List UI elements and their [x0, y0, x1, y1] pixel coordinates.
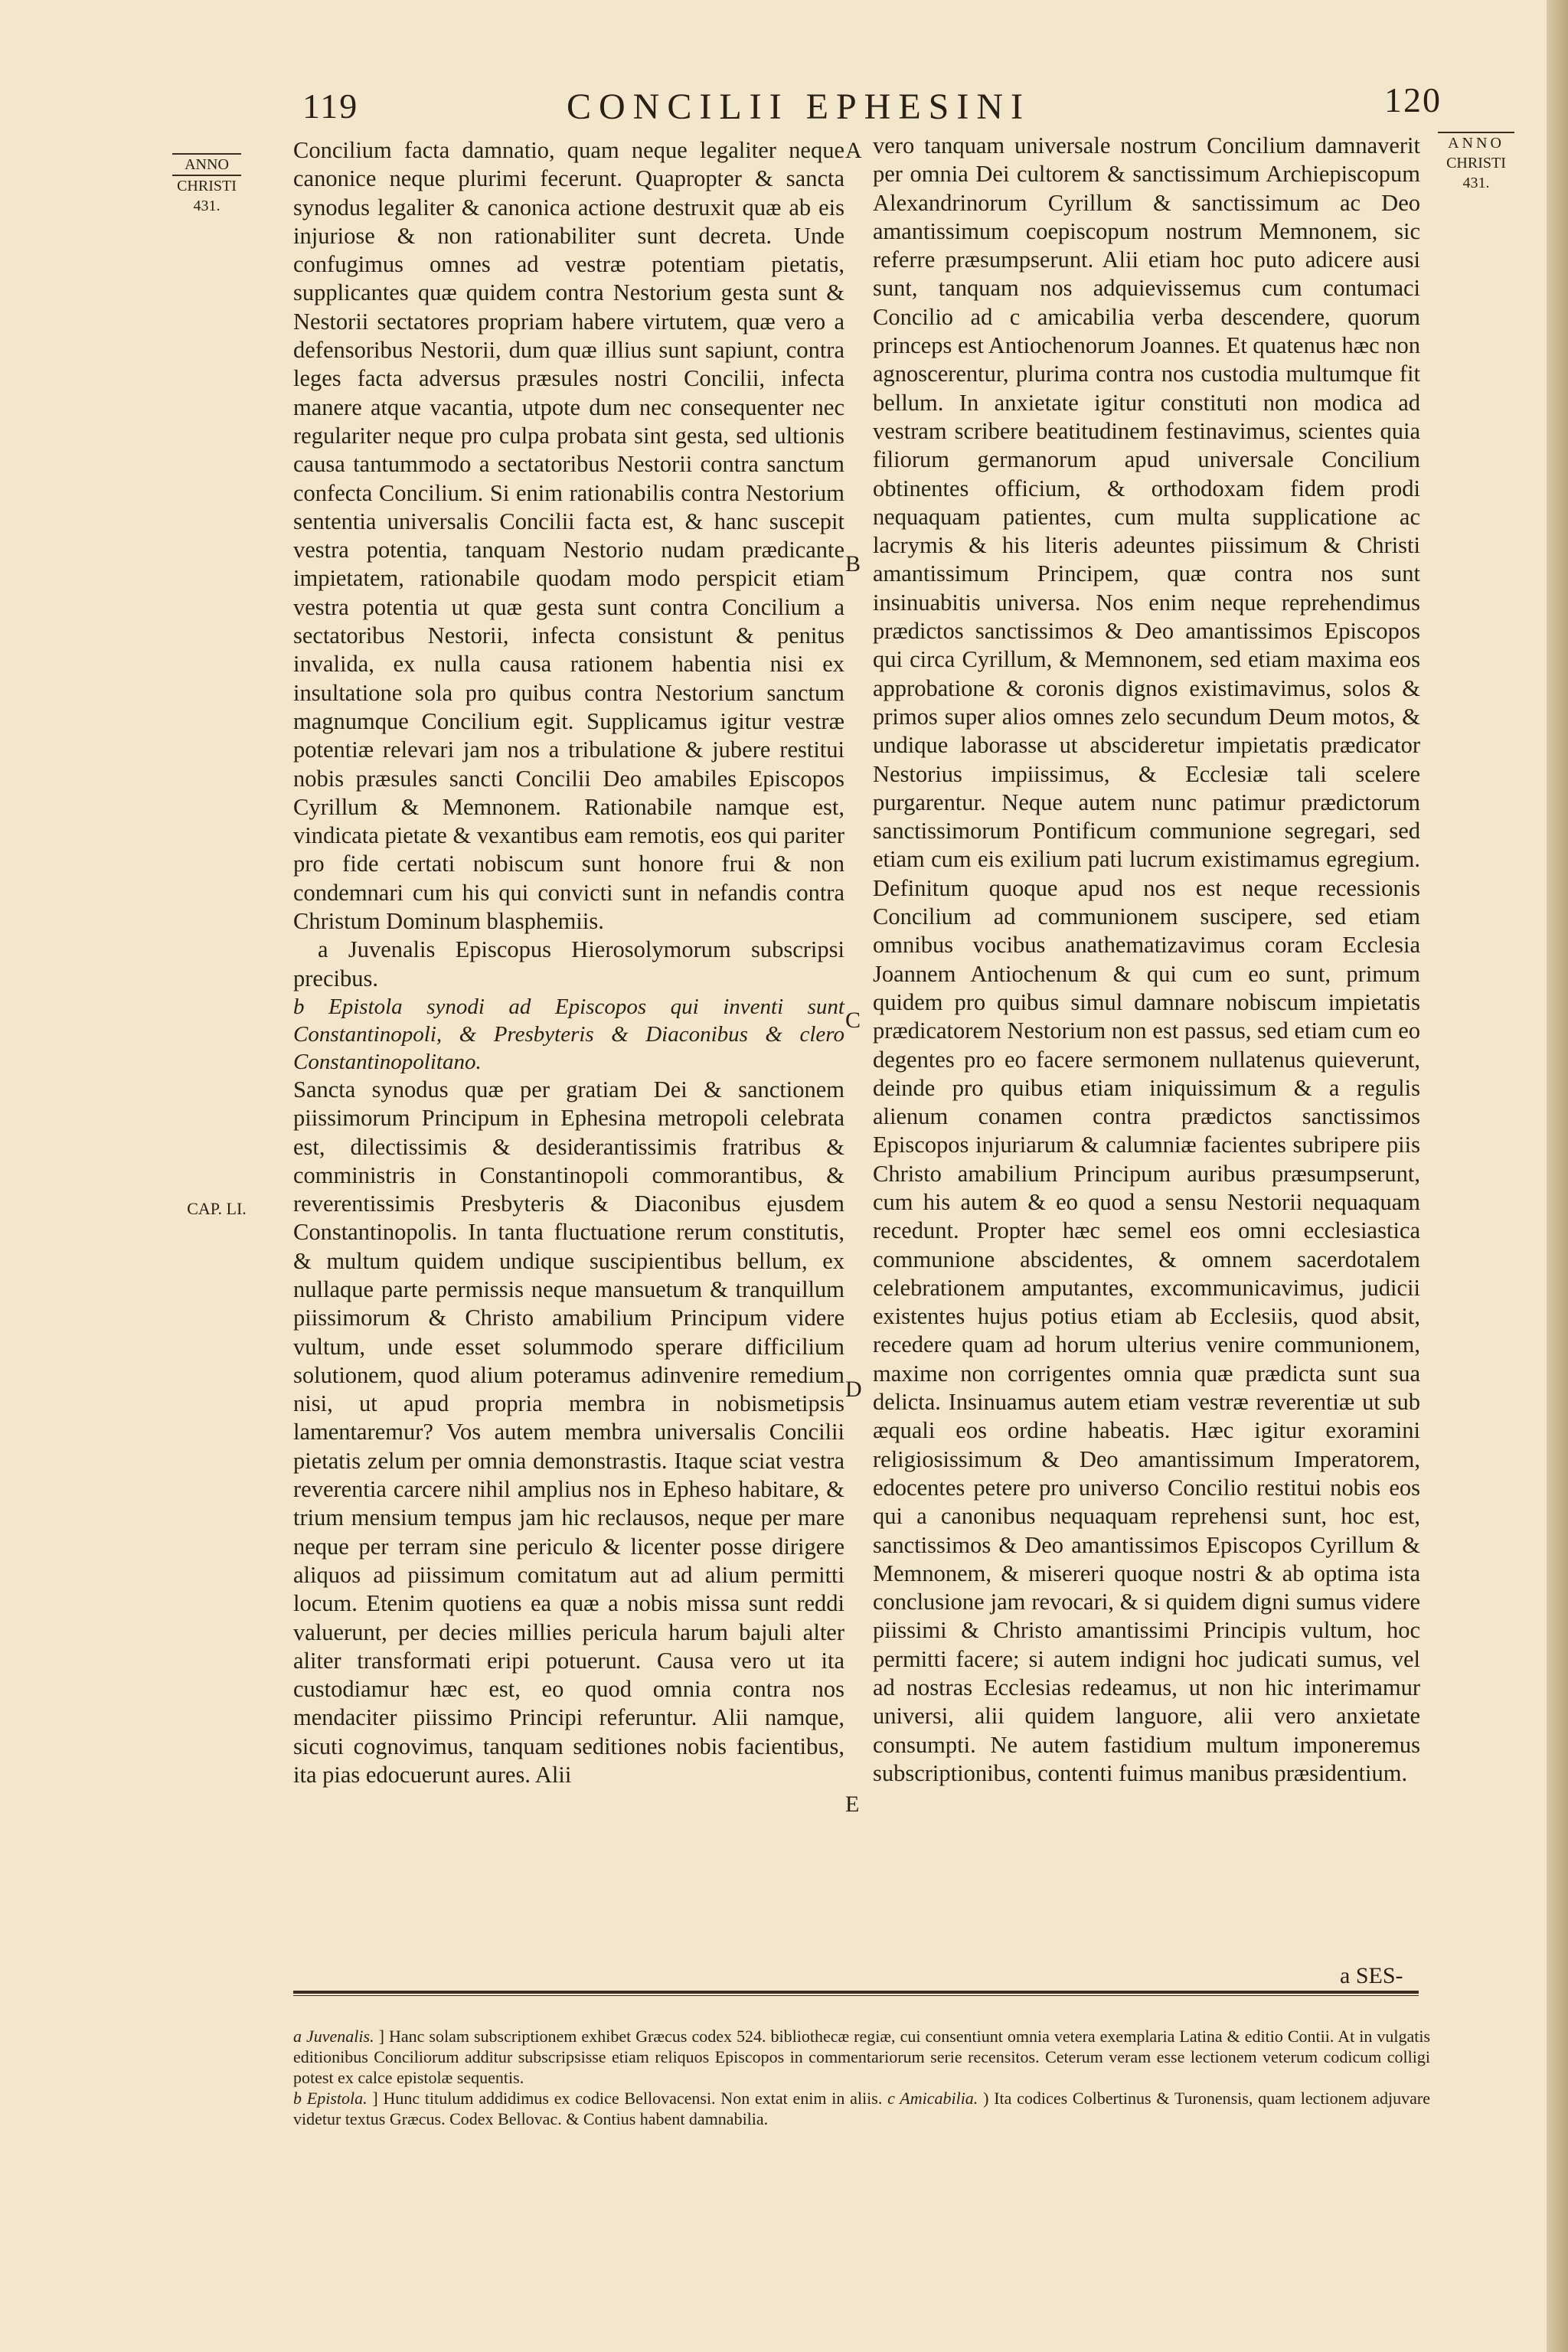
- footnote-a: [293, 2026, 1430, 2088]
- margin-anno-right: [1438, 132, 1514, 193]
- margin-anno-right-line: CHRISTI: [1446, 155, 1506, 172]
- margin-anno-left-line: 431.: [193, 198, 220, 214]
- right-paragraph: vero tanquam universale nostrum Concilium damnaverit per omnia Dei cultorem & sanctissimum Archiepiscopum Alexandrinorum Cyrillum & sanctissimum ac Deo amantissimum coepiscopum nostrum Memnonem, sic referre præsumpserunt. Alii etiam hoc puto adicere ausi sunt, tanquam nos adquievissemus cum contumaci Concilio ad c amicabilia verba descendere, quorum princeps est Antiochenorum Joannes. Et quatenus hæc non agnoscerentur, plurima contra nos custodia multumque fit bellum. In anxietate igitur constituti non modica ad vestram scribere beatitudinem festinavimus, scientes quia filiorum germanorum apud universale Concilium obtinentes officium, & orthodoxam fidem prodi nequaquam patientes, cum multa supplicatione ac lacrymis & his literis adeuntes piissimum & Christi amantissimum Principem, quæ contra nos sunt insinuabitis universa. Nos enim neque reprehendimus prædictos sanctissimos & Deo amantissimos Episcopos qui circa Cyrillum, & Memnonem, sed etiam maxima eos approbatione & coronis dignos existimavimus, solos & primos super alios omnes zelo secundum Deum motos, & undique laborasse ut abscideretur impietatis prædicator Nestorius impiissimus, & Ecclesiæ tali scelere purgarentur. Neque autem nunc patimur prædictorum sanctissimorum Pontificum communione segregari, sed etiam cum eis exilium pati lucrum existimamus egregium. Definitum quoque apud nos est neque recessionis Concilium ad communionem suscipere, sed etiam omnibus vocibus anathematizavimus coram Ecclesia Joannem Antiochenum & qui cum eo sunt, primum quidem pro quibus simul damnare nobiscum impietatis prædicatorem Nestorium non est passus, sed etiam cum eo degentes pro eo facere sermonem nullatenus quieverunt, deinde pro quibus etiam iniquissimum & a regulis alienum conamen contra prædictos sanctissimos Episcopos injuriarum & calumniæ facientes subripere piis Christo amabilium Principum auribus præsumpserunt, cum his autem & eo quod a sensu Nestorii nequaquam recedunt. Propter hæc semel eos omni ecclesiastica communione abscidentes, & omnem sacerdotalem celebrationem amputantes, excommunicavimus, judicii existentes hujus potius etiam ab Ecclesiis, quod absit, recedere quam ad horum ulterius venire communionem, maxime non corrigentes omnia quæ prædicta sunt sua delicta. Insinuamus autem etiam vestræ reverentiæ ut sub æquali eos ordine habeatis. Hæc igitur exoramini religiosissimum & Deo amantissimum Imperatorem, edocentes petere pro universo Concilio restitui nobis eos qui a canonibus nequaquam reprehensi sunt, hoc est, sanctissimos & Deo amantissimos Episcopos Cyrillum & Memnonem, & misereri quoque nostri & ab optima ista conclusione jam revocari, & si quidem digni sumus videre piissimi & Christo amantissimi Principis vultum, hoc permitti facere; si autem indigni hoc judicati sumus, vel ad nostras Ecclesias redeamus, ut non hic interimamur universi, alii quidem languore, alii vero anxietate consumpti. Ne autem fastidium multum imponeremus subscriptionibus, contenti fuimus manibus præsidentium.: [873, 132, 1420, 1786]
- margin-anno-right-line: 431.: [1462, 175, 1490, 191]
- margin-anno-left-line: ANNO: [172, 153, 241, 176]
- section-mark-a: A: [845, 138, 862, 163]
- page-number-right: 120: [1384, 80, 1442, 119]
- chapter-marker: CAP. LI.: [187, 1199, 247, 1218]
- left-column: [293, 136, 844, 1789]
- left-paragraph-1: Concilium facta damnatio, quam neque legaliter neque canonice neque plurimi fecerunt. Quapropter & sancta synodus legaliter & canonica actione destruxit quæ ab eis injuriose & non rationabiliter sunt decreta. Unde confugimus omnes ad vestræ potentiam pietatis, supplicantes quæ quidem contra Nestorium gesta sunt & Nestorii sectatores propriam habere virtutem, quæ vero a defensoribus Nestorii, dum quæ illius sunt sapiunt, contra leges facta adversus præsules nostri Concilii, infecta manere atque vacantia, utpote dum nec consequenter nec regulariter neque pro culpa probata sint gesta, sed ultionis causa tantummodo a sectatoribus Nestorii contra sanctum confecta Concilium. Si enim rationabilis contra Nestorium sententia universalis Concilii facta est, & hanc suscepit vestra potentia, tanquam Nestorio nudam prædicante impietatem, rationabile quodam modo perspicit etiam vestra potentia ut quæ gesta sunt contra Concilium a sectatoribus Nestorii, infecta consistunt & penitus invalida, ex nulla causa rationem habentia nisi ex insultatione sola pro quibus contra Nestorium sanctum magnumque Concilium egit. Supplicamus igitur vestræ potentiæ relevari jam nos a tribulatione & jubere restitui nobis præsules sancti Concilii Deo amabiles Episcopos Cyrillum & Memnonem. Rationabile namque est, vindicata pietate & vexantibus eam remotis, eos qui pariter pro fide certati nobiscum sunt honore frui & non condemnari cum his qui convicti sunt in nefandis contra Christum Dominum blasphemiis.: [293, 137, 844, 935]
- section-mark-c: C: [845, 1008, 861, 1033]
- margin-anno-right-line: ANNO: [1438, 132, 1514, 153]
- footnote-rule-thin: [293, 1995, 1419, 1996]
- footnotes: [293, 2026, 1430, 2129]
- section-mark-d: D: [845, 1377, 862, 1402]
- footnote-b-text: ] Hunc titulum addidimus ex codice Bellovacensi. Non extat enim in aliis.: [372, 2089, 883, 2108]
- page-edge: [1547, 0, 1568, 2352]
- footnote-b: [293, 2088, 1430, 2129]
- footnote-c-text: ) Ita codices Colbertinus & Turonensis, quam lectionem adjuvare videtur textus Græcus. Codex Bellovac. & Contius habent damnabilia.: [293, 2089, 1431, 2128]
- left-paragraph-2: Sancta synodus quæ per gratiam Dei & sanctionem piissimorum Principum in Ephesina metropoli celebrata est, dilectissimis & desiderantissimis fratribus & comministris in Constantinopoli commorantibus, & reverentissimis Presbyteris & Diaconibus ejusdem Constantinopolis. In tanta fluctuatione rerum constitutis, & multum quidem undique suscipientibus bellum, ex nullaque parte permissis neque mansuetum & tranquillum piissimorum & Christo amabilium Principum videre vultum, unde esset solummodo sperare difficilium solutionem, quod alium poteramus adinvenire remedium nisi, ut apud propria membra in nobismetipsis lamentaremur? Vos autem membra universalis Concilii pietatis zelum per omnia demonstrastis. Itaque sciat vestra reverentia carcere nihil amplius nos in Epheso habitare, & trium mensium tempus jam hic reclausos, neque per mare neque per terram sine periculo & licenter posse dirigere aliquos ad piissimum comitatum aut ad alium permitti locum. Etenim quotiens ea quæ a nobis missa sunt reddi valuerunt, per decies millies pericula harum bajuli alter aliter transformati eripi potuerunt. Causa vero ut ita custodiamur hæc est, eo quod omnia contra nos mendaciter piissimo Principi referuntur. Alii namque, sicuti cognovimus, tanquam seditiones nobis facientibus, ita pias edocuerunt aures. Alii: [293, 1076, 844, 1788]
- section-mark-e: E: [845, 1792, 860, 1817]
- footnote-a-lemma: a Juvenalis.: [293, 2027, 374, 2046]
- epistle-title: b Epistola synodi ad Episcopos qui inventi sunt Constantinopoli, & Presbyteris & Diaconibus & clero Constantinopolitano.: [293, 994, 844, 1074]
- margin-anno-left: [172, 153, 241, 216]
- page-number-left: 119: [302, 87, 359, 126]
- running-title: CONCILII EPHESINI: [567, 87, 1031, 127]
- footnote-a-text: ] Hanc solam subscriptionem exhibet Græcus codex 524. bibliothecæ regiæ, cui consentiunt omnia vetera exemplaria Latina & editio Contii. At in vulgatis editionibus Conciliorum additur subscripsisse etiam reliquos Episcopos in commentariorum serie recensitos. Ceterum veram esse lectionem veterum codicum colligi potest ex calce epistolæ sequentis.: [293, 2027, 1431, 2087]
- margin-anno-left-line: CHRISTI: [177, 178, 237, 194]
- footnote-b-lemma: b Epistola.: [293, 2089, 368, 2108]
- footnote-rule: [293, 1991, 1419, 1994]
- signature-line: a Juvenalis Episcopus Hierosolymorum subscripsi precibus.: [293, 936, 844, 991]
- right-column: [873, 132, 1420, 1788]
- catchword: a SES-: [1340, 1963, 1403, 1988]
- section-mark-b: B: [845, 551, 861, 577]
- footnote-c-lemma: c Amicabilia.: [887, 2089, 978, 2108]
